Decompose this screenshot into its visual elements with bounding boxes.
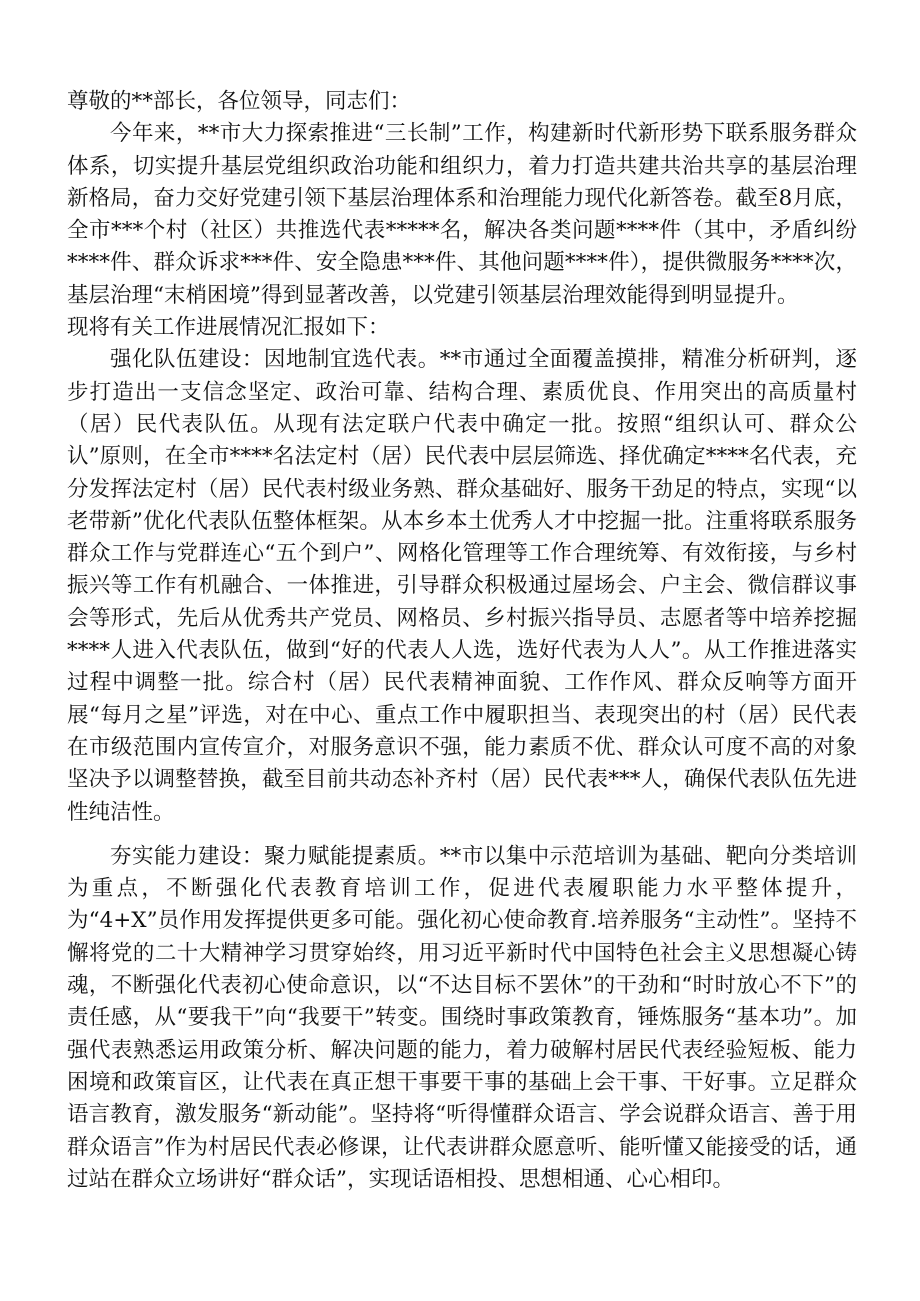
paragraph-intro: 今年来，**市大力探索推进“三长制”工作，构建新时代新形势下联系服务群众体系，切实提升基层党组织政治功能和组织力，着力打造共建共治共享的基层治理新格局，奋力交好党建引领下基层治理体系和治理能力现代化新答卷。截至8月底，全市***个村（社区）共推选代表*****名，解决各类问题****件（其中，矛盾纠纷****件、群众诉求***件、安全隐患***件、其他问题****件），提供微服务****次，基层治理“末梢困境”得到显著改善，以党建引领基层治理效能得到明显提升。 <box>67 121 857 308</box>
document-body <box>67 86 857 1196</box>
paragraph-capacity-building: 夯实能力建设：聚力赋能提素质。**市以集中示范培训为基础、靶向分类培训为重点，不断强化代表教育培训工作，促进代表履职能力水平整体提升，为“4+X”员作用发挥提供更多可能。强化初心使命教育.培养服务“主动性”。坚持不懈将党的二十大精神学习贯穿始终，用习近平新时代中国特色社会主义思想凝心铸魂，不断强化代表初心使命意识，以“不达目标不罢休”的干劲和“时时放心不下”的责任感，从“要我干”向“我要干”转变。围绕时事政策教育，锤炼服务“基本功”。加强代表熟悉运用政策分析、解决问题的能力，着力破解村居民代表经验短板、能力困境和政策盲区，让代表在真正想干事要干事的基础上会干事、干好事。立足群众语言教育，激发服务“新动能”。坚持将“听得懂群众语言、学会说群众语言、善于用群众语言”作为村居民代表必修课，让代表讲群众愿意听、能听懂又能接受的话，通过站在群众立场讲好“群众话”，实现话语相投、思想相通、心心相印。 <box>67 843 857 1192</box>
salutation: 尊敬的**部长，各位领导，同志们： <box>67 89 412 114</box>
paragraph-team-building: 强化队伍建设：因地制宜选代表。**市通过全面覆盖摸排，精准分析研判，逐步打造出一支信念坚定、政治可靠、结构合理、素质优良、作用突出的高质量村（居）民代表队伍。从现有法定联户代表中确定一批。按照“组织认可、群众公认”原则，在全市****名法定村（居）民代表中层层筛选、择优确定****名代表，充分发挥法定村（居）民代表村级业务熟、群众基础好、服务干劲足的特点，实现“以老带新”优化代表队伍整体框架。从本乡本土优秀人才中挖掘一批。注重将联系服务群众工作与党群连心“五个到户”、网格化管理等工作合理统筹、有效衔接，与乡村振兴等工作有机融合、一体推进，引导群众积极通过屋场会、户主会、微信群议事会等形式，先后从优秀共产党员、网格员、乡村振兴指导员、志愿者等中培养挖掘****人进入代表队伍，做到“好的代表人人选，选好代表为人人”。从工作推进落实过程中调整一批。综合村（居）民代表精神面貌、工作作风、群众反响等方面开展“每月之星”评选，对在中心、重点工作中履职担当、表现突出的村（居）民代表在市级范围内宣传宣介，对服务意识不强，能力素质不优、群众认可度不高的对象坚决予以调整替换，截至目前共动态补齐村（居）民代表***人，确保代表队伍先进性纯洁性。 <box>67 347 857 825</box>
paragraph-transition: 现将有关工作进展情况汇报如下： <box>67 315 390 341</box>
